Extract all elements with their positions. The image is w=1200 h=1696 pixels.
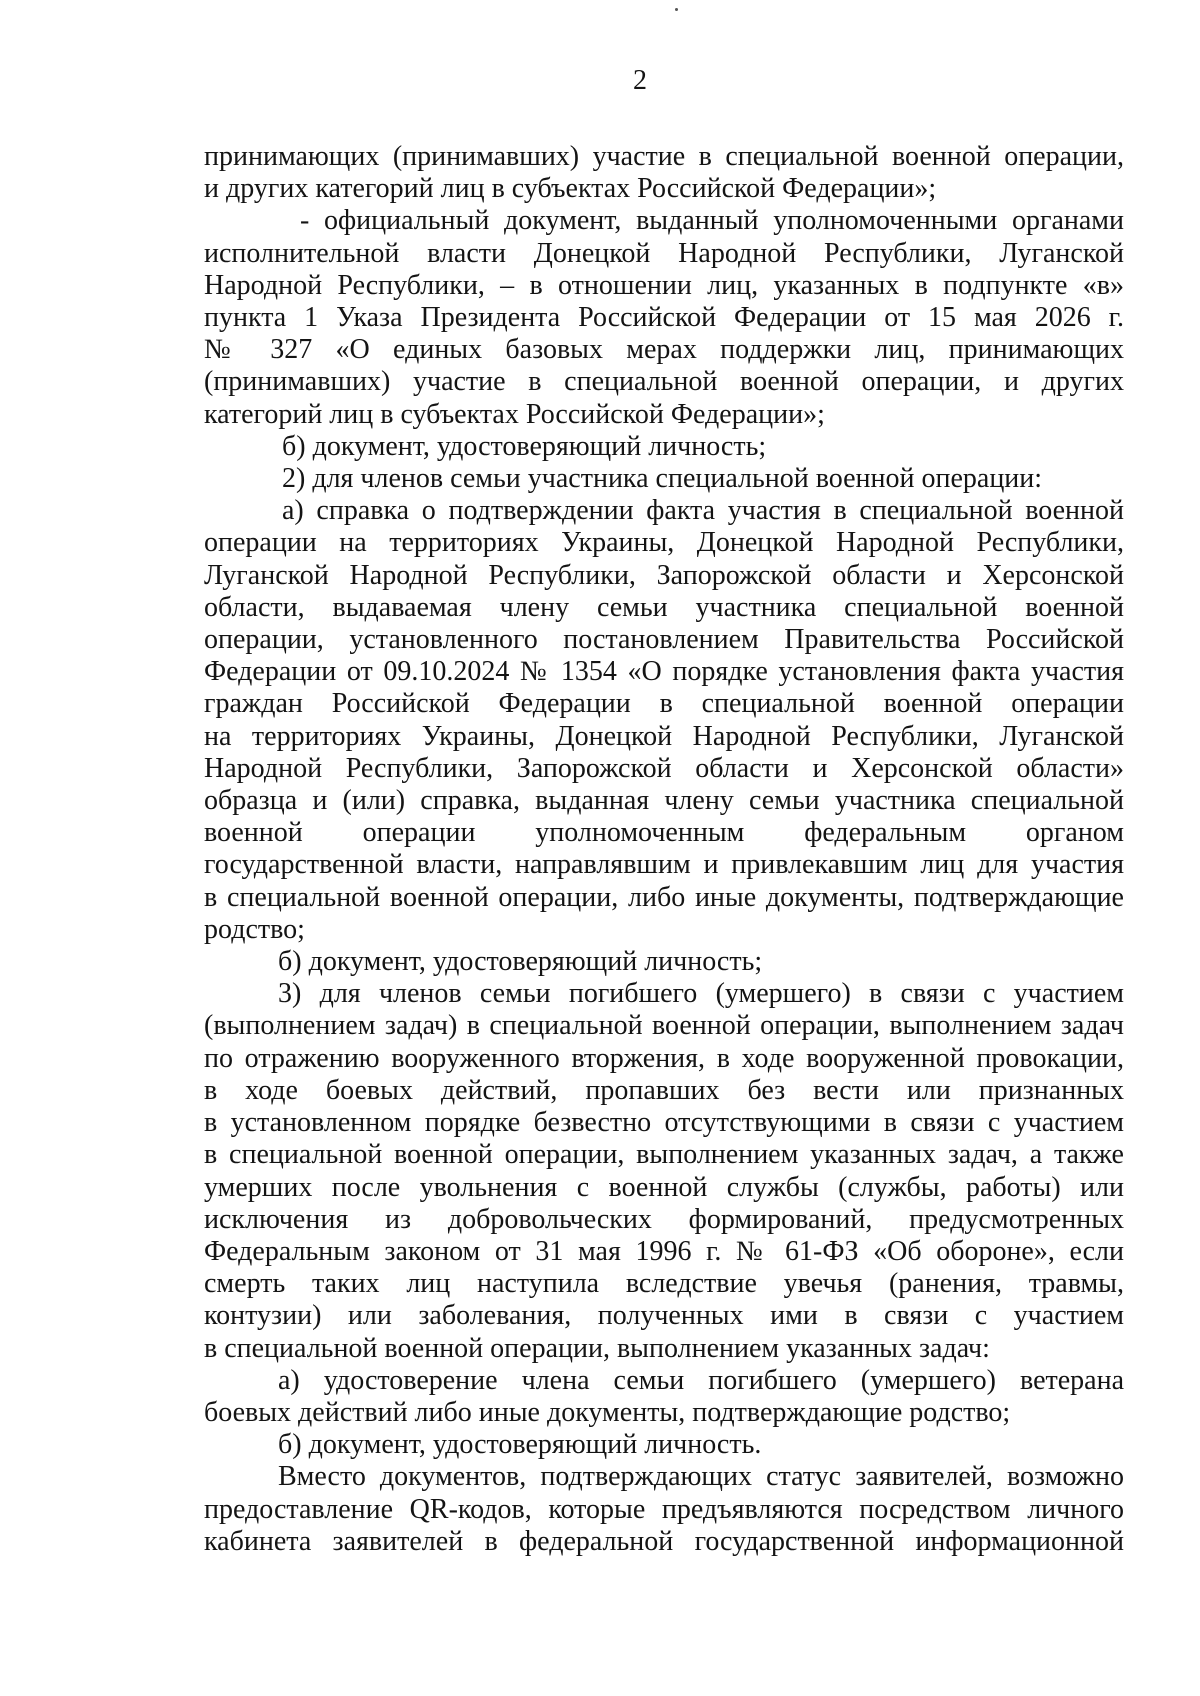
- text-line: б) документ, удостоверяющий личность;: [278, 946, 763, 978]
- text-line: боевых действий либо иные документы, подтверждающие родство;: [204, 1396, 1011, 1428]
- text-line: смерть таких лиц наступила вследствие увечья (ранения, травмы,: [204, 1268, 1124, 1300]
- text-line: принимающих (принимавших) участие в специальной военной операции,: [204, 141, 1124, 172]
- text-line: родство;: [204, 913, 305, 945]
- text-line: - официальный документ, выданный уполномоченными органами: [300, 205, 1124, 237]
- text-line: государственной власти, направлявшим и привлекавшим лиц для участия: [204, 849, 1124, 881]
- text-line: в специальной военной операции, либо иные документы, подтверждающие: [204, 881, 1124, 913]
- text-line: кабинета заявителей в федеральной государственной информационной: [204, 1525, 1124, 1557]
- text-line: Федерации от 09.10.2024 № 1354 «О порядке установления факта участия: [204, 656, 1124, 688]
- text-line: контузии) или заболевания, полученных ими в связи с участием: [204, 1300, 1124, 1332]
- document-body: [204, 141, 1124, 1558]
- text-line: военной операции уполномоченным федеральным органом: [204, 817, 1124, 849]
- text-line: 2) для членов семьи участника специальной военной операции:: [282, 463, 1043, 495]
- text-line: граждан Российской Федерации в специальной военной операции: [204, 688, 1124, 720]
- text-line: образца и (или) справка, выданная члену семьи участника специальной: [204, 785, 1124, 817]
- text-line: исключения из добровольческих формирований, предусмотренных: [204, 1203, 1124, 1235]
- text-line: Народной Республики, Запорожской области и Херсонской области»: [204, 752, 1124, 784]
- text-line: умерших после увольнения с военной службы (службы, работы) или: [204, 1171, 1124, 1203]
- text-line: в ходе боевых действий, пропавших без вести или признанных: [204, 1074, 1124, 1106]
- text-line: 3) для членов семьи погибшего (умершего) в связи с участием: [278, 978, 1124, 1010]
- text-line: операции на территориях Украины, Донецкой Народной Республики,: [204, 527, 1124, 559]
- text-line: Луганской Народной Республики, Запорожской области и Херсонской: [204, 559, 1124, 591]
- text-line: а) удостоверение члена семьи погибшего (умершего) ветерана: [278, 1364, 1124, 1396]
- text-line: Вместо документов, подтверждающих статус заявителей, возможно: [278, 1461, 1124, 1493]
- text-line: а) справка о подтверждении факта участия в специальной военной: [282, 495, 1124, 527]
- text-line: в установленном порядке безвестно отсутствующими в связи с участием: [204, 1107, 1124, 1139]
- text-line: Федеральным законом от 31 мая 1996 г. № 61-ФЗ «Об обороне», если: [204, 1235, 1124, 1267]
- text-line: № 327 «О единых базовых мерах поддержки лиц, принимающих: [204, 334, 1124, 366]
- page-number: 2: [633, 65, 647, 96]
- scan-speck: [675, 8, 678, 11]
- text-line: (выполнением задач) в специальной военной операции, выполнением задач: [204, 1010, 1124, 1042]
- text-line: предоставление QR-кодов, которые предъявляются посредством личного: [204, 1493, 1124, 1525]
- text-line: на территориях Украины, Донецкой Народной Республики, Луганской: [204, 720, 1124, 752]
- text-line: в специальной военной операции, выполнением указанных задач, а также: [204, 1139, 1124, 1171]
- text-line: операции, установленного постановлением Правительства Российской: [204, 624, 1124, 656]
- text-line: в специальной военной операции, выполнением указанных задач:: [204, 1332, 990, 1364]
- text-line: (принимавших) участие в специальной военной операции, и других: [204, 366, 1124, 398]
- text-line: б) документ, удостоверяющий личность;: [282, 430, 767, 462]
- text-line: по отражению вооруженного вторжения, в ходе вооруженной провокации,: [204, 1042, 1124, 1074]
- text-line: исполнительной власти Донецкой Народной Республики, Луганской: [204, 237, 1124, 269]
- text-line: б) документ, удостоверяющий личность.: [278, 1429, 762, 1461]
- text-line: области, выдаваемая члену семьи участника специальной военной: [204, 591, 1124, 623]
- text-line: Народной Республики, – в отношении лиц, указанных в подпункте «в»: [204, 269, 1124, 301]
- text-line: категорий лиц в субъектах Российской Федерации»;: [204, 398, 825, 430]
- text-line: пункта 1 Указа Президента Российской Федерации от 15 мая 2026 г.: [204, 302, 1124, 334]
- text-line: и других категорий лиц в субъектах Российской Федерации»;: [204, 173, 937, 205]
